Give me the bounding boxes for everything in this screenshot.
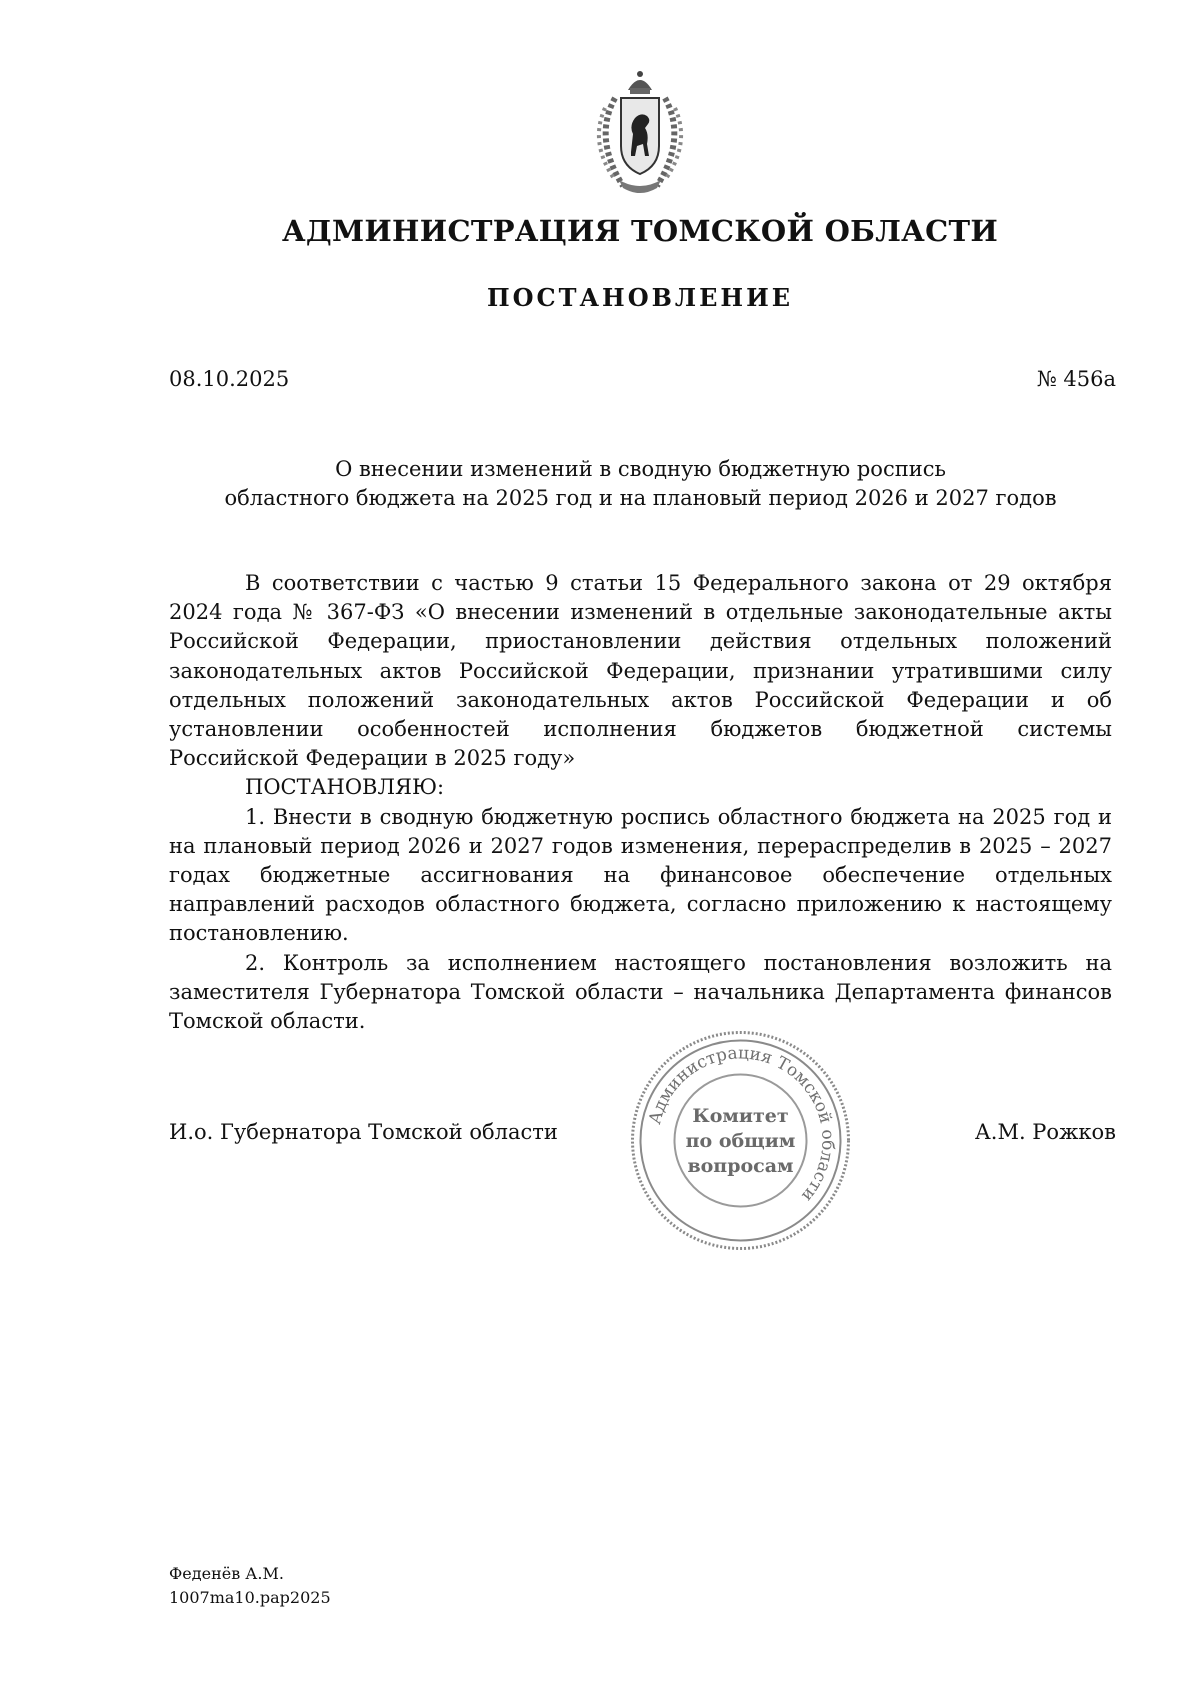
decree-word: ПОСТАНОВЛЯЮ: bbox=[245, 775, 445, 800]
document-type: ПОСТАНОВЛЕНИЕ bbox=[486, 283, 794, 312]
stamp-ring-text: Администрация Томской области bbox=[645, 1043, 838, 1206]
executor-name: Феденёв А.М. bbox=[169, 1564, 284, 1583]
document-subject bbox=[169, 455, 1112, 513]
official-stamp bbox=[628, 1028, 853, 1253]
subject-line: областного бюджета на 2025 год и на плановый период 2026 и 2027 годов bbox=[224, 486, 1057, 510]
subject-line: О внесении изменений в сводную бюджетную роспись bbox=[335, 457, 946, 481]
item-paragraph: 2. Контроль за исполнением настоящего постановления возложить на заместителя Губернатора Томской области – начальника Департамента финансов Томской области. bbox=[169, 950, 1112, 1034]
file-code: 1007ma10.pap2025 bbox=[169, 1588, 331, 1607]
stamp-center-line: Комитет bbox=[692, 1105, 789, 1127]
document-body bbox=[169, 569, 1112, 1036]
document-date: 08.10.2025 bbox=[169, 367, 290, 391]
item-paragraph: 1. Внести в сводную бюджетную роспись областного бюджета на 2025 год и на плановый период 2026 и 2027 годов изменения, перераспределив в 2025 – 2027 годах бюджетные ассигнования на финансовое обеспечение отдельных направлений расходов областного бюджета, согласно приложению к настоящему постановлению. bbox=[169, 804, 1112, 946]
signatory-role: И.о. Губернатора Томской области bbox=[169, 1120, 558, 1144]
signatory-name: А.М. Рожков bbox=[974, 1120, 1116, 1144]
preamble-paragraph: В соответствии с частью 9 статьи 15 Федерального закона от 29 октября 2024 года № 367-ФЗ «О внесении изменений в отдельные законодательные акты Российской Федерации, приостановлении действия отдельных положений законодательных актов Российской Федерации, признании утратившими силу отдельных положений законодательных актов Российской Федерации и об установлении особенностей исполнения бюджетов бюджетной системы Российской Федерации в 2025 году» bbox=[169, 571, 1112, 771]
stamp-center-line: по общим bbox=[685, 1130, 796, 1152]
document-number: № 456а bbox=[1036, 367, 1116, 391]
organization-title: АДМИНИСТРАЦИЯ ТОМСКОЙ ОБЛАСТИ bbox=[281, 214, 999, 248]
coat-of-arms-icon bbox=[585, 68, 695, 198]
stamp-center-line: вопросам bbox=[687, 1155, 794, 1177]
executor-block bbox=[169, 1562, 331, 1610]
